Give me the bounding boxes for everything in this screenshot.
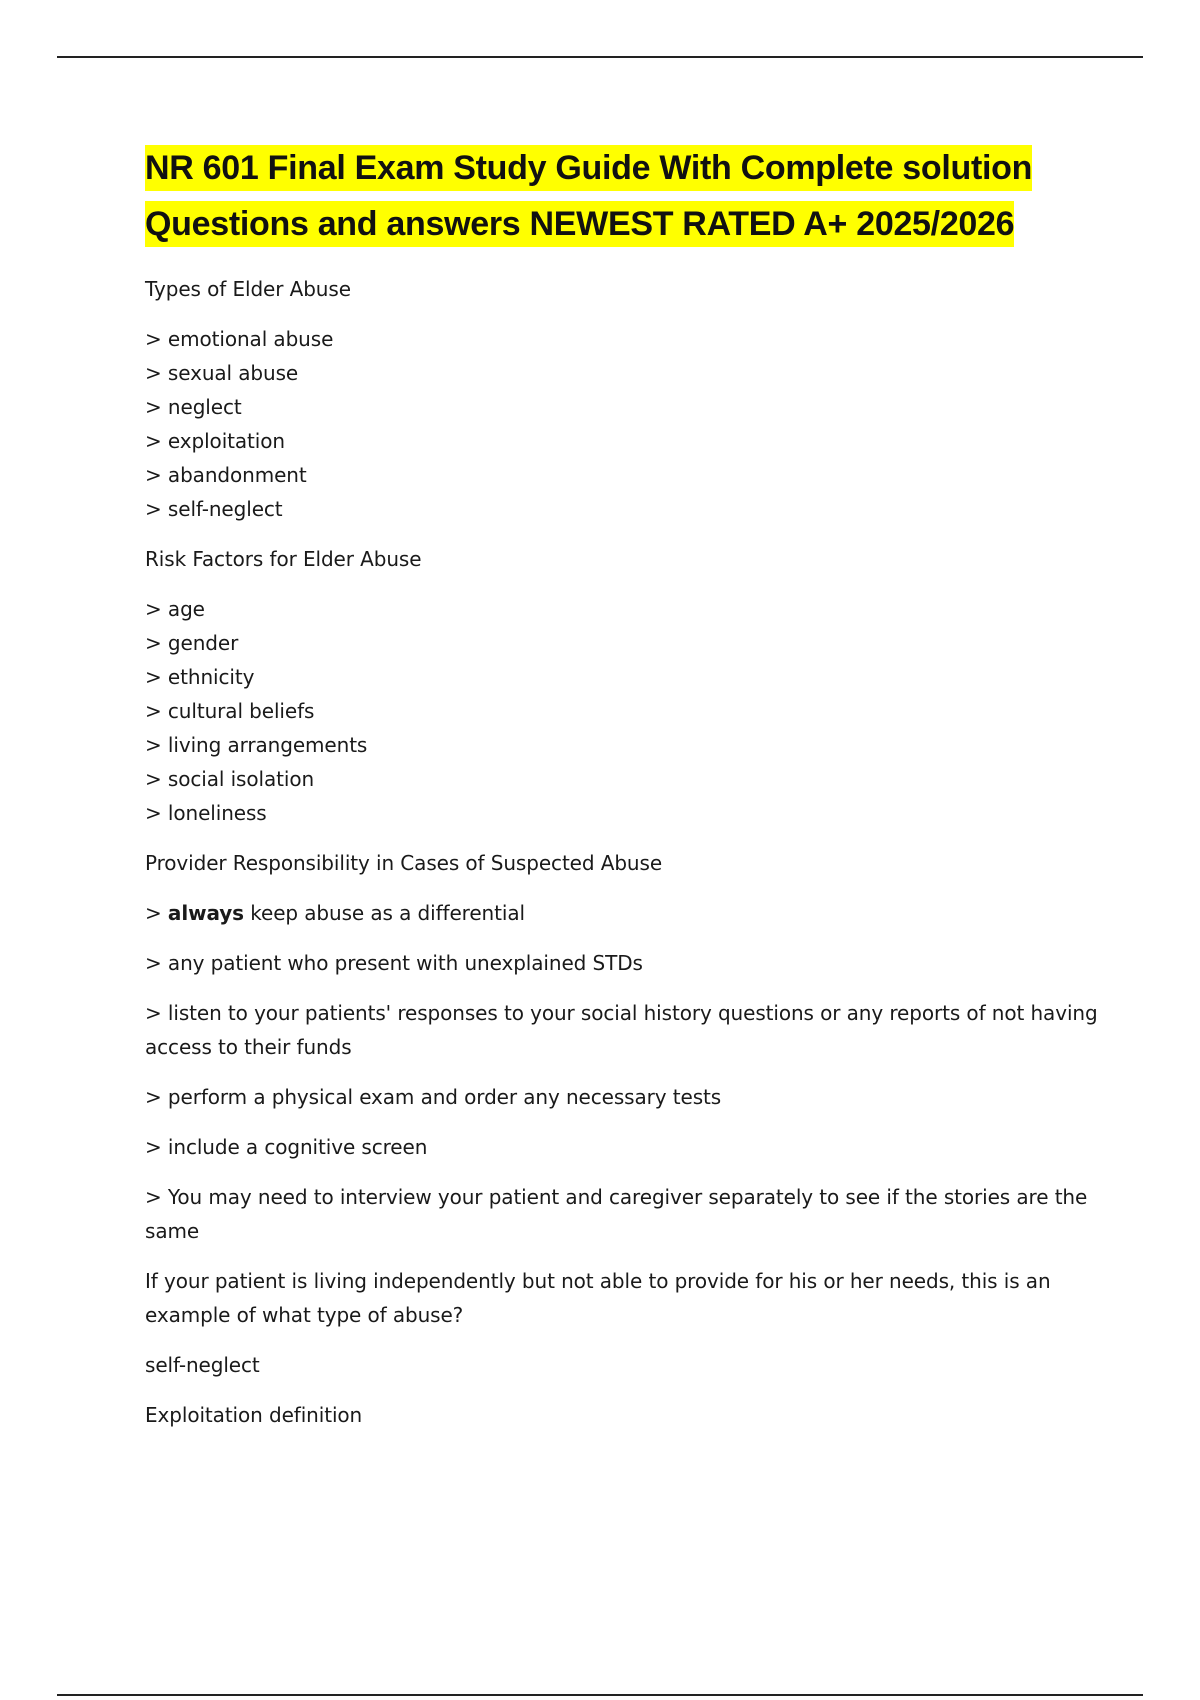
list-item: > gender — [145, 631, 239, 655]
list-item: > neglect — [145, 395, 242, 419]
top-rule — [57, 56, 1143, 58]
list-item: > sexual abuse — [145, 361, 299, 385]
list-item: > loneliness — [145, 801, 267, 825]
list-item: > cultural beliefs — [145, 699, 315, 723]
emphasis-text: always — [167, 901, 244, 925]
list-item: > age — [145, 597, 205, 621]
section-heading-risk-factors: Risk Factors for Elder Abuse — [145, 547, 422, 571]
responsibility-item: > listen to your patients' responses to your social history questions or any reports of not having access to their funds — [145, 1001, 1098, 1059]
list-item: > social isolation — [145, 767, 315, 791]
risk-factors-list — [145, 592, 1105, 830]
responsibility-item: > always keep abuse as a differential — [145, 901, 525, 925]
answer-text: self-neglect — [145, 1353, 260, 1377]
section-heading-provider-responsibility: Provider Responsibility in Cases of Suspected Abuse — [145, 851, 663, 875]
document-body — [145, 140, 1105, 1448]
responsibility-item: > You may need to interview your patient and caregiver separately to see if the stories are the same — [145, 1185, 1088, 1243]
responsibility-item: > any patient who present with unexplained STDs — [145, 951, 643, 975]
list-item: > abandonment — [145, 463, 307, 487]
list-item: > living arrangements — [145, 733, 368, 757]
next-question-heading: Exploitation definition — [145, 1403, 363, 1427]
list-item: > emotional abuse — [145, 327, 334, 351]
bottom-rule — [57, 1694, 1143, 1696]
list-item: > self-neglect — [145, 497, 283, 521]
document-title: NR 601 Final Exam Study Guide With Complete solution Questions and answers NEWEST RATED A+ 2025/2026 — [145, 140, 1105, 252]
section-heading-types: Types of Elder Abuse — [145, 277, 351, 301]
responsibility-item: > perform a physical exam and order any necessary tests — [145, 1085, 722, 1109]
list-item: > ethnicity — [145, 665, 255, 689]
types-list — [145, 322, 1105, 526]
responsibility-item: > include a cognitive screen — [145, 1135, 428, 1159]
question-text: If your patient is living independently but not able to provide for his or her needs, this is an example of what type of abuse? — [145, 1269, 1051, 1327]
list-item: > exploitation — [145, 429, 285, 453]
